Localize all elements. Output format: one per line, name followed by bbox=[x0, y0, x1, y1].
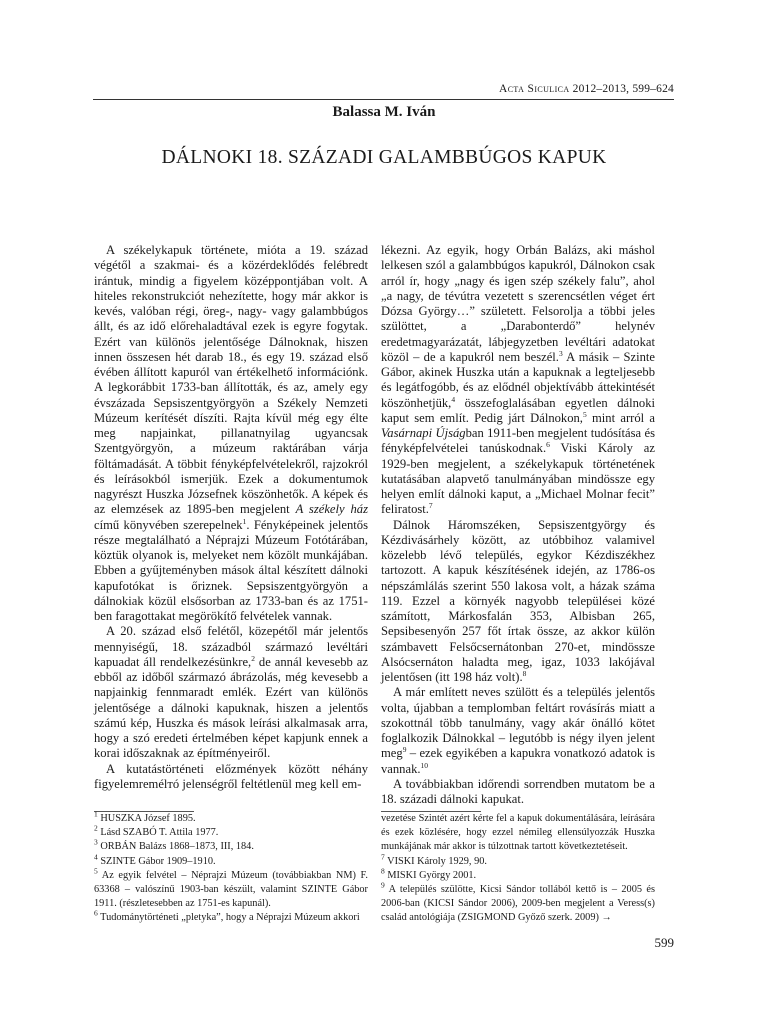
paragraph: A kutatástörténeti előzmények között néhány figyelemremélтó jelenségről feltétlenül meg kell em- bbox=[94, 761, 368, 791]
footnotes-left bbox=[94, 809, 368, 926]
paragraph: A már említett neves szülött és a település jelentős volta, újabban a templomban feltárt rovásírás miatt a szokottnál több tanulmány, vagy akár önálló kötet foglalkozik Dálnokkal – legutóbb is négy ilyen jelent meg$^9$ – ezek egyikében a kapukra vonatkozó adatok is vannak.$^{10}$ bbox=[381, 685, 655, 776]
footnote: $^7$ VISKI Károly 1929, 90. bbox=[381, 852, 487, 867]
footnote-ref: 1 bbox=[242, 516, 247, 526]
footnote-ref: 7 bbox=[428, 501, 433, 511]
footnote-ref: 10 bbox=[420, 760, 429, 770]
journal-name: Acta Siculica bbox=[498, 83, 570, 95]
footnote: $^3$ ORBÁN Balázs 1868–1873, III, 184. bbox=[94, 837, 254, 853]
footnotes-right bbox=[381, 812, 655, 926]
header-rule bbox=[93, 99, 674, 100]
footnote: $^2$ Lásd SZABÓ T. Attila 1977. bbox=[94, 823, 219, 839]
footnote-continued: vezetése Szintét azért kérte fel a kapuk dokumentálására, leírására és ezek közlésére, hogy ezzel némileg ellensúlyozzák Huszka munkájának már akkor is túlzottnak tartott következtetéseit. bbox=[381, 813, 655, 853]
journal-issue: 2012–2013, 599–624 bbox=[569, 83, 674, 95]
footnote: $^6$ Tudománytörténeti „pletyka”, hogy a Néprajzi Múzeum akkori bbox=[94, 909, 360, 924]
footnote-ref: 2 bbox=[251, 653, 255, 663]
footnote: $^4$ SZINTE Gábor 1909–1910. bbox=[94, 852, 216, 867]
paragraph: A 20. század első felétől, közepétől már jelentős mennyiségű, 18. századból származó levéltári kapuadat áll rendelkezésünkre,$^2$ de annál kevesebb az ebből az időből származó ábrázolás, még kevesebb a napjainkig fennmaradt emlék. Ezért van különös jelentősége a dálnoki kapuknak, hiszen a jelentős számú kép, Huszka és mások leírási alkalmasak arra, hogy a szó eredeti értelmében képet kapjunk ennek a korai időszaknak az építményeiről. bbox=[94, 624, 368, 761]
running-head bbox=[499, 83, 674, 95]
footnote-ref: 5 bbox=[582, 409, 587, 419]
footnote-ref: 3 bbox=[558, 348, 563, 358]
page-number: 599 bbox=[654, 935, 674, 950]
footnote: $^9$ A település szülötte, Kicsi Sándor tollából kettő is – 2005 és 2006-ban (KICSI Sándor 2006), 2009-ben megjelent a Veress(s) család antológiája (ZSIGMOND Győző szerk. 2009) → bbox=[381, 880, 655, 924]
footnote-ref: 9 bbox=[402, 745, 407, 755]
article-title: DÁLNOKI 18. SZÁZADI GALAMBBÚGOS KAPUK bbox=[161, 147, 607, 168]
footnote-ref: 8 bbox=[522, 668, 527, 678]
footnote: $^5$ Az egyik felvétel – Néprajzi Múzeum (továbbiakban NM) F. 63368 – valószínű 1903-ban készült, valamint SZINTE Gábor 1911. (részletesebben az 1751-es kapunál). bbox=[94, 866, 368, 910]
body-column-right bbox=[381, 243, 655, 807]
paragraph: A továbbiakban időrendi sorrendben mutatom be a 18. századi dálnoki kapukat. bbox=[381, 776, 655, 806]
footnote-ref: 4 bbox=[451, 394, 456, 404]
footnote-ref: 6 bbox=[546, 440, 550, 450]
paragraph: A székelykapuk története, mióta a 19. század végétől a szakmai- és a közérdeklődés felébredt irántuk, mindig a figyelem középpontjában volt. A hiteles rekonstrukciót nehezítette, hogy már akkor is kevés, valóban régi, öreg-, nagy- vagy galambbúgos állt, és az idő előrehaladtával ezek is egyre fogytak. Ezért van különös jelentősége Dálnoknak, hiszen innen összesen hét darab 18., és egy 19. század első évében állított kapuról van értékelhető információnk. A legkorábbit 1733-ban állították, és az, amely egy évszázada Sepsiszentgyörgyön a Székely Nemzeti Múzeum kerítését díszíti. Rajta kívül még egy élte meg napjainkat, pillanatnyilag ugyancsak Szentgyörgyön, a múzeum raktárában várja föltámadását. A többit fényképfelvételekről, rajzokról és leírásokból ismerjük. Ezek a dokumentumok nagyrészt Huszka Józsefnek köszönhetők. A képek és az elemzések az 1895-ben megjelent A székely ház című könyvében szerepelnek$^1$. Fényképeinek jelentős része megtalálható a Néprajzi Múzeum Fotótárában, köztük olyanok is, melyeket nem közölt munkájában. Ebben a gyűjteményben mások által készített dálnoki kapufotókat is őriznek. Sepsiszentgyörgyön a dálnokiak közül elsősorban az 1733-ban és az 1751-ben faragottakat megörökítő felvételek vannak. bbox=[94, 243, 368, 623]
footnote: $^1$ HUSZKA József 1895. bbox=[94, 809, 196, 824]
body-column-left bbox=[94, 243, 368, 792]
paragraph: lékezni. Az egyik, hogy Orbán Balázs, aki máshol lelkesen szól a galambbúgos kapukról, Dálnokon csak arról ír, hogy „nagy és igen szép székely falu”, ahol „a nagy, de tévútra vezetett s szerencsétlen véget ért Dózsa György…” született. Felsorolja a többi jeles szülöttet, a „Darabonterdő” helynév eredetmagyarázatát, lábjegyzetben levéltári adatokat közöl – de a kapukról nem beszél.$^3$ A másik – Szinte Gábor, akinek Huszka után a kapuknak a legteljesebb és legátfogóbb, és az elődnél objektívább áttekintését köszönhetjük,$^4$ összefoglalásában egyetlen dálnoki kaput sem említ. Pedig járt Dálnokon,$^5$ mint arról a Vasárnapi Újságban 1911-ben megjelent tudósítása és fényképfelvételei tanúskodnak.$^6$ Viski Károly az 1929-ben megjelent, a székelykapuk történetének kutatásában alapvető tanulmányában mindössze egy helyen említ dálnoki kaput, a „Michael Molnar fecit” feliratost.$^7$ bbox=[381, 243, 655, 517]
article-author: Balassa M. Iván bbox=[332, 104, 436, 120]
footnote: $^8$ MISKI György 2001. bbox=[381, 866, 477, 881]
paragraph: Dálnok Háromszéken, Sepsiszentgyörgy és Kézdivásárhely között, az utóbbihoz valamivel közelebb lévő település, egykor Kézdiszékhez tartozott. A kapuk készítésének idején, az 1786-os népszámlálás szerint 550 lakosa volt, a házak száma 119. Ezzel a környék nagyobb települései közé számított, Márkosfalán 353, Albisban 265, Sepsibesenyőn 257 főt írtak össze, az akkor külön számbavett Felsőcsernátonban 270-et, mindössze Alsócsernáton haladta meg, igaz, 1033 lakójával jelentősen (itt 198 ház volt).$^8$ bbox=[381, 517, 655, 684]
